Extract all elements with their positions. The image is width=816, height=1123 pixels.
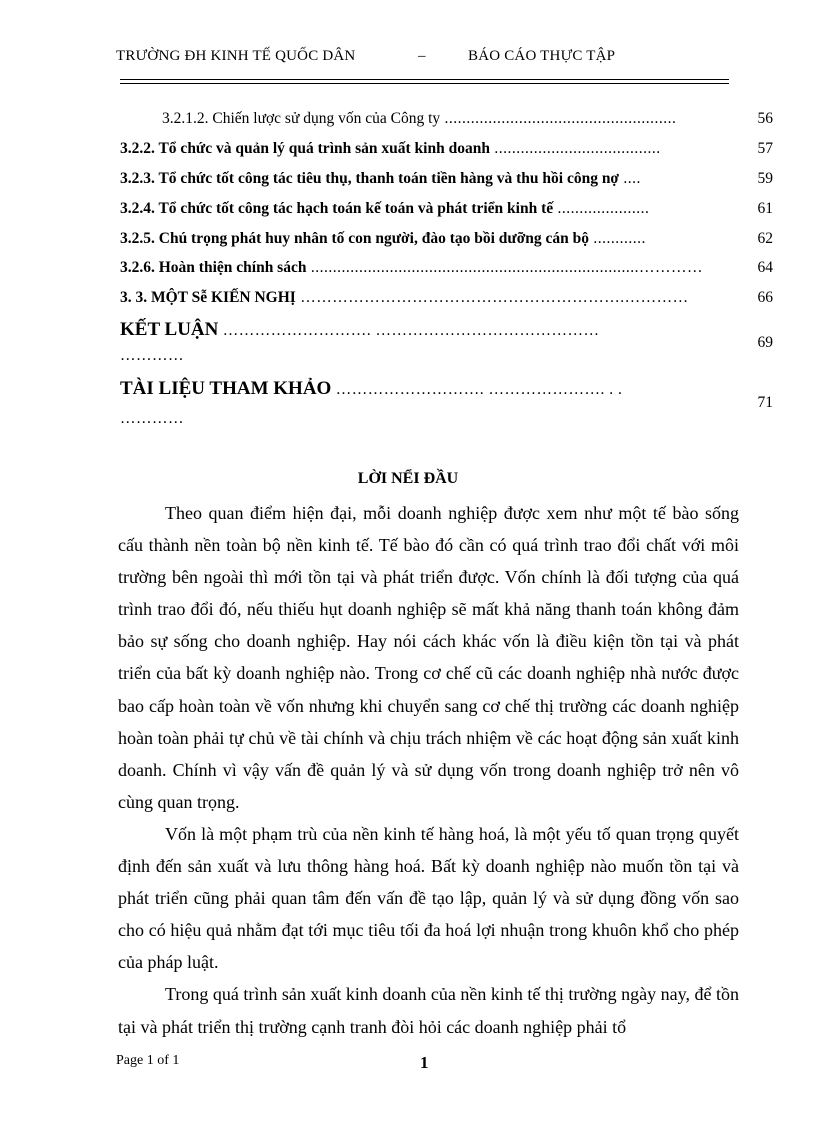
- toc-page: 66: [757, 289, 773, 306]
- toc-leader: .....................................................: [440, 110, 677, 127]
- header-school: TRƯỜNG ĐH KINH TẾ QUỐC DÂN: [116, 48, 356, 64]
- footer-page-number: 1: [420, 1053, 429, 1072]
- toc-page: 71: [757, 394, 773, 411]
- toc-label: KẾT LUẬN: [120, 319, 219, 340]
- toc-label: 3.2.5. Chú trọng phát huy nhân tố con người, đào tạo bồi dưỡng cán bộ: [120, 230, 590, 247]
- toc-page: 61: [757, 200, 773, 217]
- paragraph: Theo quan điểm hiện đại, mỗi doanh nghiệp được xem như một tế bào sống cấu thành nền toàn bộ nền kinh tế. Tế bào đó cần có quá trình trao đổi chất với môi trường bên ngoài thì mới tồn tại và phát triển được. Vốn chính là đối tượng của quá trình trao đổi đó, nếu thiếu hụt doanh nghiệp sẽ mất khả năng thanh toán không đảm bảo sự sống cho doanh nghiệp. Hay nói cách khác vốn là điều kiện tồn tại và phát triển của bất kỳ doanh nghiệp nào. Trong cơ chế cũ các doanh nghiệp nhà nước được bao cấp hoàn toàn về vốn nhưng khi chuyển sang cơ chế thị trường các doanh nghiệp hoàn toàn phải tự chủ về tài chính và chịu trách nhiệm về các hoạt động sản xuất kinh doanh. Chính vì vậy vấn đề quản lý và sử dụng vốn trong doanh nghiệp trở nên vô cùng quan trọng.: [118, 503, 739, 812]
- toc-leader: ………………………. ……………………………………: [218, 322, 600, 339]
- toc-leader: ......................................: [489, 140, 661, 157]
- toc-entry[interactable]: [120, 258, 773, 280]
- toc-leader: .....................: [553, 200, 650, 217]
- toc-page: 56: [757, 110, 773, 127]
- page-header: [116, 48, 736, 65]
- toc-entry[interactable]: [120, 288, 773, 310]
- toc-entry[interactable]: [120, 139, 773, 161]
- footer-page-label: Page 1 of 1: [116, 1053, 180, 1068]
- toc-page: 57: [757, 140, 773, 157]
- toc-label: 3.2.6. Hoàn thiện chính sách: [120, 259, 307, 276]
- toc-entry[interactable]: [120, 199, 773, 221]
- toc-label: 3.2.3. Tổ chức tốt công tác tiêu thụ, thanh toán tiền hàng và thu hồi công nợ: [120, 170, 620, 187]
- paragraph: Trong quá trình sản xuất kinh doanh của nền kinh tế thị trường ngày nay, để tồn tại và phát triển thị trường cạnh tranh đòi hỏi các doanh nghiệp phải tổ: [118, 984, 739, 1037]
- toc-leader-continued: …………: [120, 410, 184, 427]
- toc-leader: ....: [619, 170, 641, 187]
- section-title: LỜI NỂI ĐẦU: [357, 470, 459, 487]
- body-text: [118, 497, 739, 1043]
- header-rule-top: [120, 79, 729, 80]
- header-rule-bottom: [120, 83, 729, 84]
- toc-label: 3. 3. MỘT Sễ KIẾN NGHỊ: [120, 289, 296, 306]
- toc-label: 3.2.4. Tổ chức tốt công tác hạch toán kế toán và phát triển kinh tế: [120, 200, 554, 217]
- toc-leader-continued: …………: [120, 347, 184, 364]
- toc-leader: ...........................................................................…………: [306, 259, 703, 276]
- toc-leader: …………………………………………………….…………: [295, 289, 689, 306]
- toc-label: 3.2.1.2. Chiến lược sử dụng vốn của Công ty: [162, 110, 441, 127]
- toc-label: 3.2.2. Tổ chức và quản lý quá trình sản xuất kinh doanh: [120, 140, 490, 157]
- toc-entry[interactable]: [120, 169, 773, 191]
- paragraph: Vốn là một phạm trù của nền kinh tế hàng hoá, là một yếu tố quan trọng quyết định đến sản xuất và lưu thông hàng hoá. Bất kỳ doanh nghiệp nào muốn tồn tại và phát triển cũng phải quan tâm đến vấn đề tạo lập, quản lý và sử dụng đồng vốn sao cho có hiệu quả nhằm đạt tới mục tiêu tối đa hoá lợi nhuận trong khuôn khổ cho phép của pháp luật.: [118, 823, 739, 973]
- toc-leader: ………………………. …………………. . .: [331, 381, 623, 398]
- toc-page: 64: [757, 259, 773, 276]
- toc-label: TÀI LIỆU THAM KHẢO: [120, 378, 332, 399]
- toc-entry[interactable]: [120, 229, 773, 251]
- toc-entry[interactable]: [120, 109, 773, 131]
- toc-page: 69: [757, 334, 773, 351]
- toc-entry[interactable]: [120, 377, 773, 431]
- toc-leader: ............: [589, 230, 646, 247]
- header-report-title: BÁO CÁO THỰC TẬP: [468, 48, 616, 64]
- toc-page: 59: [757, 170, 773, 187]
- header-separator: –: [418, 48, 426, 64]
- toc-entry[interactable]: [120, 318, 773, 372]
- toc-page: 62: [757, 230, 773, 247]
